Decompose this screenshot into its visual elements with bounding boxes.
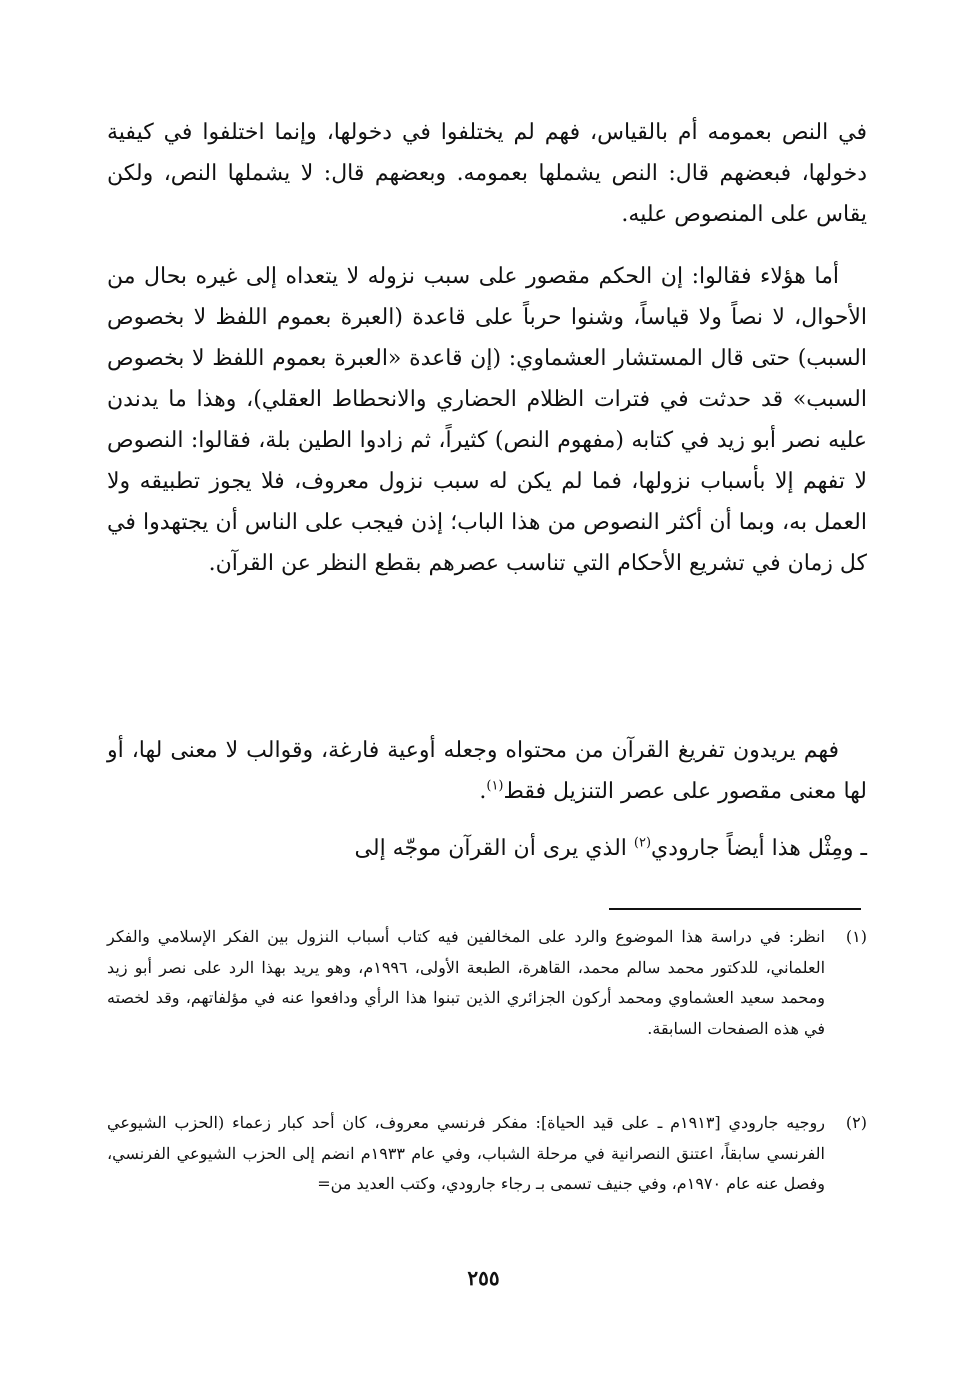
footnote-number: (٢)	[845, 1113, 867, 1132]
paragraph-text: فهم يريدون تفريغ القرآن من محتواه وجعله أوعية فارغة، وقوالب لا معنى لها، أو لها معنى مقصور على عصر التنزيل فقط	[107, 738, 867, 804]
footnote-text: انظر: في دراسة هذا الموضوع والرد على المخالفين فيه كتاب أسباب النزول بين الفكر الإسلامي والفكر العلماني، للدكتور محمد سالم محمد، القاهرة، الطبعة الأولى، ١٩٩٦م، وهو يريد بهذا الرد على نصر أبو زيد ومحمد سعيد العشماوي ومحمد أركون الجزائري الذين تبنوا هذا الرأي ودافعوا عنه في مؤلفاتهم، وقد لخصته في هذه الصفحات السابقة.	[107, 927, 826, 1038]
footnote-text: روجيه جارودي [١٩١٣م ـ على قيد الحياة]: مفكر فرنسي معروف، كان أحد كبار زعماء (الحزب الشيوعي الفرنسي سابقاً، اعتنق النصرانية في مرحلة الشباب، وفي عام ١٩٣٣م انضم إلى الحزب الشيوعي الفرنسي، وفصل عنه عام ١٩٧٠م، وفي جنيف تسمى بـ رجاء جارودي، وكتب العديد من=	[107, 1113, 826, 1193]
paragraph-text: في النص بعمومه أم بالقياس، فهم لم يختلفوا في دخولها، وإنما اختلفوا في كيفية دخولها، فبعضهم قال: النص يشملها بعمومه. وبعضهم قال: لا يشملها النص، ولكن يقاس على المنصوص عليه.	[107, 120, 867, 227]
paragraph-text-continued: الذي يرى أن القرآن موجّه إلى	[354, 836, 634, 861]
page-number: ٢٥٥	[467, 1266, 500, 1290]
paragraph-text: ـ ومِثْل هذا أيضاً جارودي	[651, 836, 867, 861]
body-paragraph-1	[107, 112, 867, 235]
paragraph-end-punctuation: .	[479, 779, 487, 804]
body-paragraph-4	[107, 828, 867, 869]
footnote-number: (١)	[845, 927, 867, 946]
footnote-separator-rule	[609, 908, 861, 910]
footnote-1	[107, 922, 867, 1044]
body-paragraph-3	[107, 730, 867, 812]
footnote-reference-2: (٢)	[633, 835, 652, 851]
footnote-reference-1: (١)	[486, 778, 504, 794]
body-paragraph-2	[107, 256, 867, 584]
footnote-2	[107, 1108, 867, 1200]
paragraph-text: أما هؤلاء فقالوا: إن الحكم مقصور على سبب نزوله لا يتعداه إلى غيره بحال من الأحوال، لا نصاً ولا قياساً، وشنوا حرباً على قاعدة (العبرة بعموم اللفظ لا بخصوص السبب) حتى قال المستشار العشماوي: (إن قاعدة «العبرة بعموم اللفظ لا بخصوص السبب» قد حدثت في فترات الظلام الحضاري والانحطاط العقلي)، وهذا ما يدندن عليه نصر أبو زيد في كتابه (مفهوم النص) كثيراً، ثم زادوا الطين بلة، فقالوا: النصوص لا تفهم إلا بأسباب نزولها، فما لم يكن له سبب نزول معروف، فلا يجوز تطبيقه ولا العمل به، وبما أن أكثر النصوص من هذا الباب؛ إذن فيجب على الناس أن يجتهدوا في كل زمان في تشريع الأحكام التي تناسب عصرهم بقطع النظر عن القرآن.	[107, 264, 867, 576]
